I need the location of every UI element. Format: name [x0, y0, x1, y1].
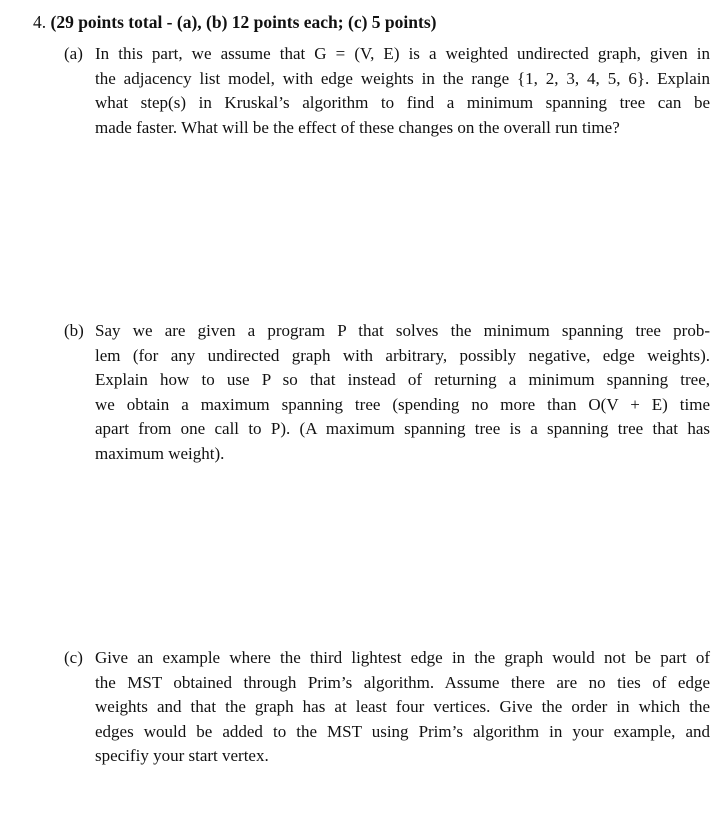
question-points: (29 points total - (a), (b) 12 points each; (c) 5 points)	[50, 12, 437, 32]
text-line: the MST obtained through Prim’s algorithm. Assume there are no ties of edge	[95, 672, 710, 692]
text-line: weights and that the graph has at least four vertices. Give the order in which the	[95, 697, 710, 717]
part-label: (c)	[64, 648, 83, 667]
question-number: 4.	[33, 12, 47, 32]
text-line: apart from one call to P). (A maximum spanning tree is a spanning tree that has	[95, 419, 710, 439]
text-line: what step(s) in Kruskal’s algorithm to find a minimum spanning tree can be	[95, 93, 710, 113]
text-line: In this part, we assume that G = (V, E) is a weighted undirected graph, given in	[95, 44, 710, 63]
text-line: lem (for any undirected graph with arbitrary, possibly negative, edge weights).	[95, 345, 710, 365]
text-line: the adjacency list model, with edge weights in the range {1, 2, 3, 4, 5, 6}. Explain	[95, 68, 710, 88]
text-line: made faster. What will be the effect of these changes on the overall run time?	[95, 117, 620, 137]
part-label: (a)	[64, 44, 83, 63]
text-line: Say we are given a program P that solves the minimum spanning tree prob-	[95, 321, 710, 340]
text-line: Explain how to use P so that instead of returning a minimum spanning tree,	[95, 370, 710, 390]
text-line: specifiy your start vertex.	[95, 746, 269, 766]
part-label: (b)	[64, 321, 84, 340]
text-line: edges would be added to the MST using Prim’s algorithm in your example, and	[95, 721, 710, 741]
text-line: Give an example where the third lightest edge in the graph would not be part of	[95, 648, 710, 667]
text-line: we obtain a maximum spanning tree (spending no more than O(V + E) time	[95, 394, 710, 414]
question-header	[33, 10, 436, 34]
text-line: maximum weight).	[95, 444, 225, 463]
